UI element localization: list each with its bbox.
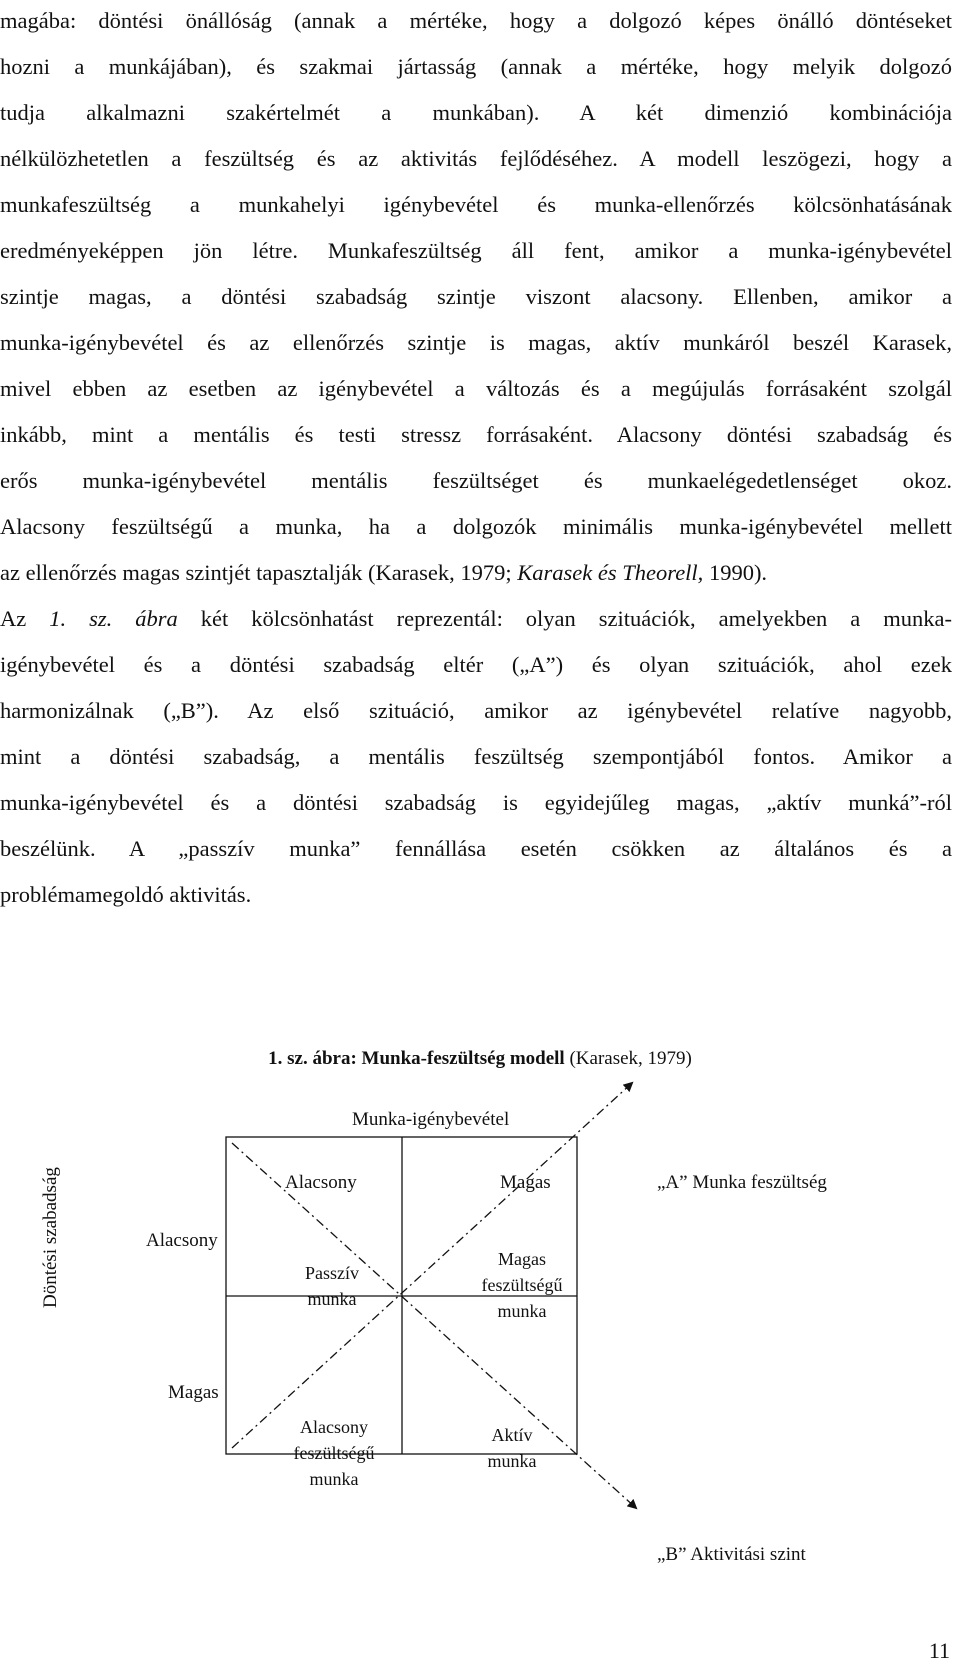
y-axis-low-label: Alacsony	[146, 1230, 218, 1251]
y-axis-title: Döntési szabadság	[40, 1167, 61, 1308]
citation-prefix: az ellenőrzés magas szintjét tapasztalják (Karasek, 1979;	[0, 560, 518, 585]
caption-source: (Karasek, 1979)	[564, 1048, 692, 1069]
text-line: munka-igénybevétel és a döntési szabadság is egyidejűleg magas, „aktív munká”-ról	[0, 790, 952, 815]
ref-prefix: Az	[0, 606, 50, 631]
cell-high-strain-work: Magas feszültségű munka	[481, 1249, 563, 1321]
text-line: Alacsony feszültségű a munka, ha a dolgozók minimális munka-igénybevétel mellett	[0, 514, 952, 539]
cell-active-work: Aktív munka	[487, 1425, 537, 1471]
text-line: nélkülözhetetlen a feszültség és az aktivitás fejlődéséhez. A modell leszögezi, hogy a	[0, 146, 952, 171]
page-number: 11	[928, 1638, 950, 1663]
x-axis-low-label: Alacsony	[285, 1172, 357, 1193]
ref-italic: 1. sz. ábra	[49, 606, 178, 631]
caption-title: 1. sz. ábra: Munka-feszültség modell	[268, 1048, 565, 1069]
x-axis-high-label: Magas	[500, 1172, 551, 1193]
arrow-a-label: „A” Munka feszültség	[657, 1172, 827, 1193]
arrow-b-label: „B” Aktivitási szint	[657, 1544, 806, 1565]
text-line: tudja alkalmazni szakértelmét a munkában). A két dimenzió kombinációja	[0, 100, 952, 125]
y-axis-high-label: Magas	[168, 1382, 219, 1403]
x-axis-title: Munka-igénybevétel	[352, 1109, 510, 1130]
text-line: problémamegoldó aktivitás.	[0, 882, 252, 907]
text-line: erős munka-igénybevétel mentális feszültséget és munkaelégedetlenséget okoz.	[0, 468, 952, 493]
text-line: mint a döntési szabadság, a mentális feszültség szempontjából fontos. Amikor a	[0, 744, 952, 769]
text-line: hozni a munkájában), és szakmai jártasság (annak a mértéke, hogy melyik dolgozó	[0, 54, 952, 79]
cell-passive-work: Passzív munka	[305, 1263, 359, 1309]
text-line: eredményeképpen jön létre. Munkafeszültség áll fent, amikor a munka-igénybevétel	[0, 238, 952, 263]
text-line: munka-igénybevétel és az ellenőrzés szintje is magas, aktív munkáról beszél Karasek,	[0, 330, 952, 355]
text-line: inkább, mint a mentális és testi stressz forrásaként. Alacsony döntési szabadság és	[0, 422, 952, 447]
text-line: magába: döntési önállóság (annak a mértéke, hogy a dolgozó képes önálló döntéseket	[0, 8, 952, 33]
text-line: szintje magas, a döntési szabadság szintje viszont alacsony. Ellenben, amikor a	[0, 284, 952, 309]
text-line: harmonizálnak („B”). Az első szituáció, amikor az igénybevétel relatíve nagyobb,	[0, 698, 952, 723]
text-line: igénybevétel és a döntési szabadság eltér („A”) és olyan szituációk, ahol ezek	[0, 652, 952, 677]
text-line: beszélünk. A „passzív munka” fennállása esetén csökken az általános és a	[0, 836, 952, 861]
citation-italic: Karasek és Theorell,	[517, 560, 704, 585]
text-line: mivel ebben az esetben az igénybevétel a változás és a megújulás forrásaként szolgál	[0, 376, 952, 401]
text-line: munkafeszültség a munkahelyi igénybevétel és munka-ellenőrzés kölcsönhatásának	[0, 192, 952, 217]
cell-low-strain-work: Alacsony feszültségű munka	[293, 1417, 375, 1489]
citation-suffix: 1990).	[703, 560, 768, 585]
ref-suffix: két kölcsönhatást reprezentál: olyan szituációk, amelyekben a munka-	[177, 606, 952, 631]
